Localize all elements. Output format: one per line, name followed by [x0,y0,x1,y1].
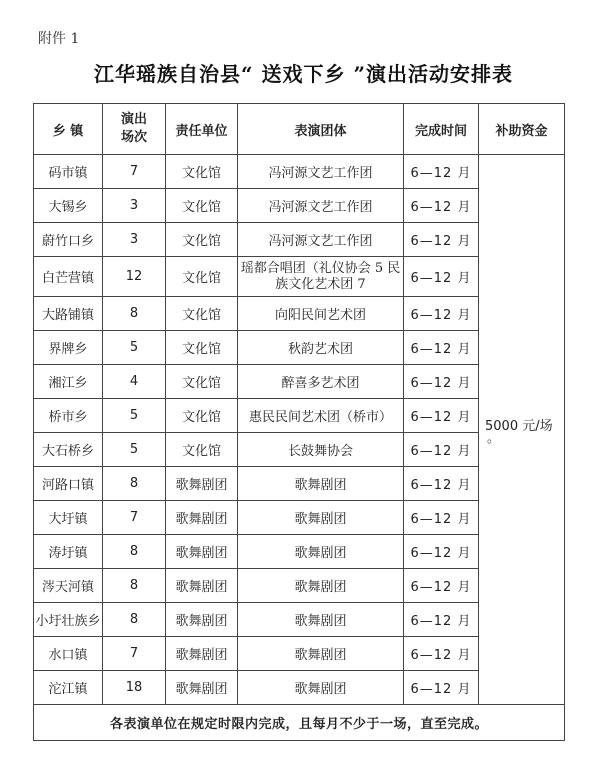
header-time: 完成时间 [404,104,479,155]
cell-town: 码市镇 [34,155,103,189]
cell-shows: 7 [103,155,166,189]
cell-unit: 文化馆 [166,365,238,399]
cell-time: 6—12 月 [404,155,479,189]
cell-unit: 文化馆 [166,189,238,223]
cell-time: 6—12 月 [404,331,479,365]
cell-unit: 文化馆 [166,297,238,331]
cell-funding [479,155,565,705]
cell-town: 涛圩镇 [34,535,103,569]
cell-unit: 文化馆 [166,155,238,189]
cell-time: 6—12 月 [404,223,479,257]
cell-shows: 12 [103,257,166,297]
cell-shows: 8 [103,297,166,331]
cell-unit: 歌舞剧团 [166,603,238,637]
page-title: 江华瑶族自治县“ 送戏下乡 ”演出活动安排表 [94,62,513,86]
cell-troupe: 冯河源文艺工作团 [238,155,404,189]
cell-troupe: 歌舞剧团 [238,569,404,603]
cell-town: 沱江镇 [34,671,103,705]
cell-shows: 7 [103,637,166,671]
cell-shows: 3 [103,189,166,223]
cell-troupe: 歌舞剧团 [238,603,404,637]
cell-town: 涔天河镇 [34,569,103,603]
cell-town: 界牌乡 [34,331,103,365]
funding-mark: 。 [487,431,501,446]
cell-time: 6—12 月 [404,189,479,223]
cell-troupe: 向阳民间艺术团 [238,297,404,331]
footer-row [34,705,565,741]
cell-time: 6—12 月 [404,365,479,399]
cell-unit: 歌舞剧团 [166,535,238,569]
cell-shows: 8 [103,467,166,501]
schedule-table [33,103,565,741]
cell-town: 大石桥乡 [34,433,103,467]
cell-unit: 歌舞剧团 [166,671,238,705]
cell-town: 蔚竹口乡 [34,223,103,257]
cell-time: 6—12 月 [404,671,479,705]
cell-troupe: 醉喜多艺术团 [238,365,404,399]
cell-troupe: 歌舞剧团 [238,535,404,569]
cell-town: 河路口镇 [34,467,103,501]
cell-shows: 8 [103,569,166,603]
cell-shows: 5 [103,433,166,467]
cell-unit: 歌舞剧团 [166,501,238,535]
cell-town: 白芒营镇 [34,257,103,297]
cell-troupe: 惠民民间艺术团（桥市） [238,399,404,433]
cell-unit: 文化馆 [166,257,238,297]
cell-unit: 文化馆 [166,223,238,257]
cell-troupe: 歌舞剧团 [238,671,404,705]
cell-troupe: 冯河源文艺工作团 [238,189,404,223]
cell-town: 桥市乡 [34,399,103,433]
table-row [34,155,565,189]
cell-troupe: 冯河源文艺工作团 [238,223,404,257]
header-unit: 责任单位 [166,104,238,155]
cell-unit: 歌舞剧团 [166,569,238,603]
header-troupe: 表演团体 [238,104,404,155]
cell-unit: 文化馆 [166,331,238,365]
cell-town: 小圩壮族乡 [34,603,103,637]
cell-shows: 8 [103,535,166,569]
cell-town: 水口镇 [34,637,103,671]
cell-unit: 歌舞剧团 [166,467,238,501]
cell-time: 6—12 月 [404,399,479,433]
cell-shows: 3 [103,223,166,257]
header-shows: 演出 场次 [103,104,166,155]
cell-unit: 文化馆 [166,433,238,467]
attachment-label: 附件 1 [38,31,80,47]
funding-amount: 5000 元/场 [485,419,553,434]
cell-shows: 7 [103,501,166,535]
header-town: 乡 镇 [34,104,103,155]
cell-troupe: 瑶都合唱团（礼仪协会 5 民族文化艺术团 7 [238,257,404,297]
cell-town: 大锡乡 [34,189,103,223]
cell-unit: 文化馆 [166,399,238,433]
cell-unit: 歌舞剧团 [166,637,238,671]
header-row [34,104,565,155]
cell-time: 6—12 月 [404,257,479,297]
cell-troupe: 歌舞剧团 [238,637,404,671]
cell-troupe: 歌舞剧团 [238,467,404,501]
footer-note: 各表演单位在规定时限内完成，且每月不少于一场，直至完成。 [34,705,565,741]
cell-town: 湘江乡 [34,365,103,399]
cell-troupe: 歌舞剧团 [238,501,404,535]
cell-troupe: 秋韵艺术团 [238,331,404,365]
cell-time: 6—12 月 [404,535,479,569]
cell-time: 6—12 月 [404,603,479,637]
cell-shows: 18 [103,671,166,705]
cell-shows: 5 [103,399,166,433]
header-funding: 补助资金 [479,104,565,155]
cell-time: 6—12 月 [404,501,479,535]
cell-time: 6—12 月 [404,637,479,671]
cell-shows: 4 [103,365,166,399]
cell-town: 大圩镇 [34,501,103,535]
cell-time: 6—12 月 [404,569,479,603]
cell-shows: 5 [103,331,166,365]
cell-time: 6—12 月 [404,297,479,331]
cell-troupe: 长鼓舞协会 [238,433,404,467]
cell-town: 大路铺镇 [34,297,103,331]
cell-time: 6—12 月 [404,467,479,501]
cell-time: 6—12 月 [404,433,479,467]
cell-shows: 8 [103,603,166,637]
